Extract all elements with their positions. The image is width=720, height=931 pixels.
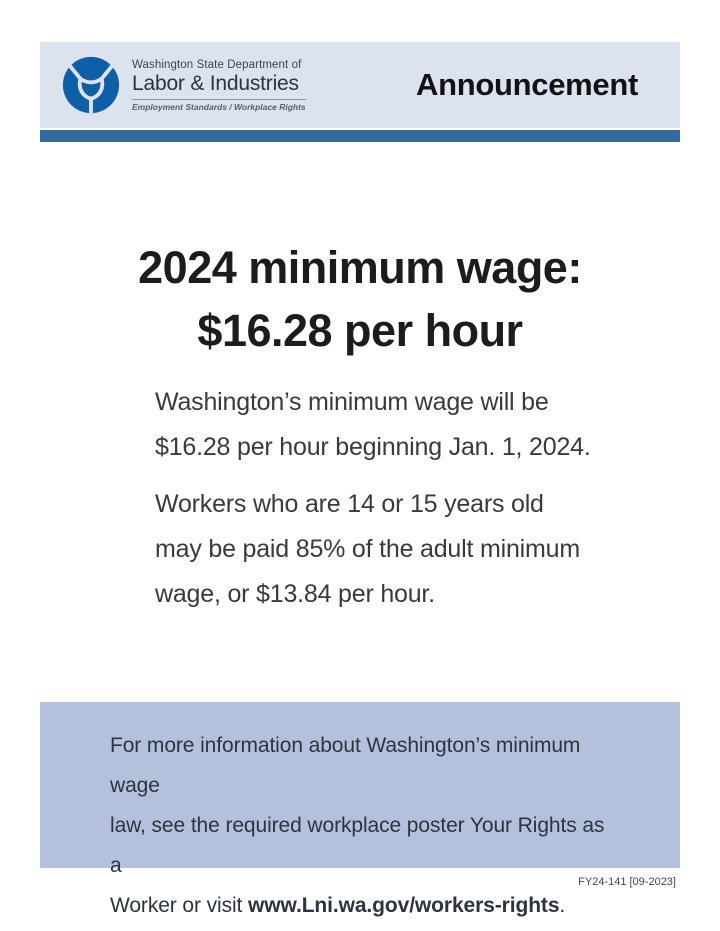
- title-line-2: $16.28 per hour: [197, 305, 523, 357]
- lni-logo: [40, 54, 306, 116]
- text-line: wage, or $13.84 per hour.: [155, 580, 435, 608]
- text-line: For more information about Washington’s minimum wage: [110, 734, 581, 797]
- logo-department-line: Washington State Department of: [132, 58, 302, 71]
- page-title: [0, 236, 720, 362]
- header-band: [40, 42, 680, 128]
- workers-rights-url: www.Lni.wa.gov/workers-rights: [248, 894, 560, 917]
- text-segment: .: [559, 894, 566, 917]
- text-line: may be paid 85% of the adult minimum: [155, 535, 580, 563]
- text-segment: Worker or visit: [110, 894, 249, 917]
- paragraph-youth-wage: [155, 482, 625, 617]
- logo-agency-name: Labor & Industries: [132, 71, 299, 95]
- header-divider-bar: [40, 130, 680, 142]
- document-number: FY24-141 [09-2023]: [578, 876, 676, 888]
- text-line: Washington’s minimum wage will be: [155, 388, 549, 416]
- text-line: Workers who are 14 or 15 years old: [155, 490, 544, 518]
- logo-tagline: Employment Standards / Workplace Rights: [132, 99, 306, 112]
- text-line: $16.28 per hour beginning Jan. 1, 2024.: [155, 433, 591, 461]
- text-line: [110, 886, 620, 926]
- announcement-heading: Announcement: [415, 67, 638, 102]
- title-line-1: 2024 minimum wage:: [138, 242, 582, 294]
- body-copy: [155, 380, 625, 617]
- paragraph-wage-increase: [155, 380, 625, 470]
- text-line: law, see the required workplace poster Your Rights as a: [110, 814, 605, 877]
- logo-text-lockup: [132, 59, 306, 112]
- lni-trillium-icon: [60, 54, 122, 116]
